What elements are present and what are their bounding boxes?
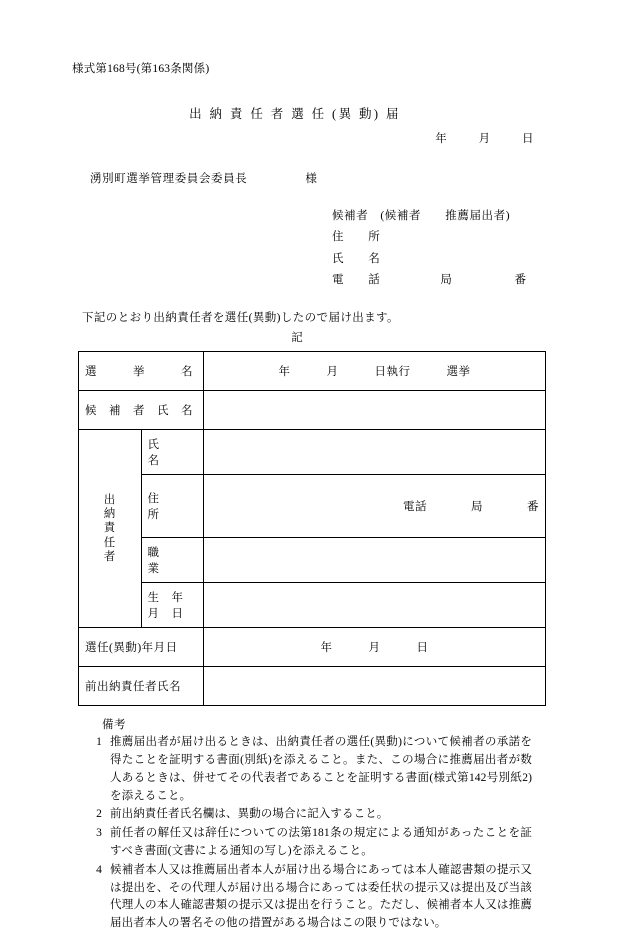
notes-title: 備考: [102, 719, 126, 732]
value-candidate-name[interactable]: [204, 391, 546, 430]
note-number: 2: [96, 808, 102, 821]
treasurer-tel-ban-label: 番: [527, 501, 539, 514]
label-treasurer-name: 氏 名: [141, 430, 204, 475]
addressee-name: 湧別町選挙管理委員会委員長: [90, 173, 248, 185]
note-item: [88, 806, 558, 824]
value-election-name[interactable]: 年 月 日執行 選挙: [204, 352, 546, 391]
note-text: 推薦届出者が届け出るときは、出納責任者の選任(異動)について候補者の承諾を得たことを証明する書面(別紙)を添えること。また、この場合に推薦届出者が数人あるときは、併せてその代表者であることを証明する書面(様式第142号別紙2)を添えること。: [110, 736, 532, 802]
applicant-tel-row: [332, 270, 558, 291]
addressee: [90, 170, 558, 186]
note-number: 3: [96, 827, 102, 840]
note-text: 候補者本人又は推薦届出者本人が届け出る場合にあっては本人確認書類の提示又は提出を、その代理人が届け出る場合にあっては委任状の提示又は提出及び当該代理人の本人確認書類の提示又は提出を行うこと。ただし、候補者本人又は推薦届出者本人の署名その他の措置がある場合はこの限りではない。: [110, 863, 532, 930]
notes-section: [88, 716, 558, 933]
table-row-appointment-date: [79, 628, 546, 667]
note-item: [88, 734, 558, 805]
main-table: [78, 351, 546, 706]
addressee-honorific: 様: [305, 173, 318, 185]
label-treasurer-birthdate: 生 年 月 日: [141, 583, 204, 628]
form-number: 様式第168号(第163条関係): [72, 63, 210, 75]
table-row-election-name: [79, 352, 546, 391]
statement-text: 下記のとおり出納責任者を選任(異動)したので届け出ます。: [82, 312, 399, 325]
applicant-tel-kyoku-label: 局: [440, 273, 453, 286]
applicant-tel-label: 電 話: [332, 273, 381, 286]
page-title: 出 納 責 任 者 選 任 (異 動) 届: [189, 107, 401, 121]
note-text: 前任者の解任又は辞任についての法第181条の規定による通知があったことを証すべき書面(文書による通知の写し)を添えること。: [110, 827, 532, 857]
value-treasurer-name[interactable]: [204, 430, 546, 475]
value-previous-treasurer[interactable]: [204, 667, 546, 706]
applicant-address-label: 住 所: [332, 231, 381, 244]
table-row-treasurer-address: [79, 475, 546, 538]
table-row-candidate-name: [79, 391, 546, 430]
applicant-name-row: [332, 249, 558, 270]
table-row-previous-treasurer: [79, 667, 546, 706]
note-text: 前出納責任者氏名欄は、異動の場合に記入すること。: [110, 808, 389, 821]
treasurer-tel-label: 電話: [403, 501, 427, 514]
date-year-label: 年: [435, 133, 448, 145]
treasurer-tel-kyoku-label: 局: [471, 501, 483, 514]
note-number: 1: [96, 736, 102, 749]
label-treasurer-address: 住 所: [141, 475, 204, 538]
applicant-name-label: 氏 名: [332, 252, 381, 265]
applicant-address-row: [332, 227, 558, 248]
table-row-treasurer-occupation: [79, 538, 546, 583]
table-row-treasurer-name: [79, 430, 546, 475]
applicant-tel-ban-label: 番: [514, 273, 527, 286]
value-treasurer-occupation[interactable]: [204, 538, 546, 583]
label-candidate-name: 候 補 者 氏 名: [79, 391, 204, 430]
submission-date-line: [72, 130, 534, 146]
label-treasurer-occupation: 職 業: [141, 538, 204, 583]
table-row-treasurer-birthdate: [79, 583, 546, 628]
applicant-block: [72, 206, 558, 291]
label-election-name: 選 挙 名: [79, 352, 204, 391]
date-month-label: 月: [478, 133, 491, 145]
label-previous-treasurer: 前出納責任者氏名: [79, 667, 204, 706]
value-treasurer-address[interactable]: [204, 475, 546, 538]
note-item: [88, 825, 558, 861]
applicant-candidate-note: (候補者 推薦届出者): [380, 210, 511, 222]
value-appointment-date[interactable]: 年 月 日: [204, 628, 546, 667]
date-day-label: 日: [522, 133, 534, 145]
group-label-treasurer: 出 納 責 任 者: [79, 430, 142, 628]
note-item: [88, 862, 558, 933]
applicant-candidate-label: 候補者: [332, 210, 369, 222]
note-number: 4: [96, 863, 102, 876]
label-appointment-date: 選任(異動)年月日: [79, 628, 204, 667]
applicant-candidate-row: [332, 206, 558, 227]
value-treasurer-birthdate[interactable]: [204, 583, 546, 628]
ki-marker: 記: [291, 332, 303, 345]
